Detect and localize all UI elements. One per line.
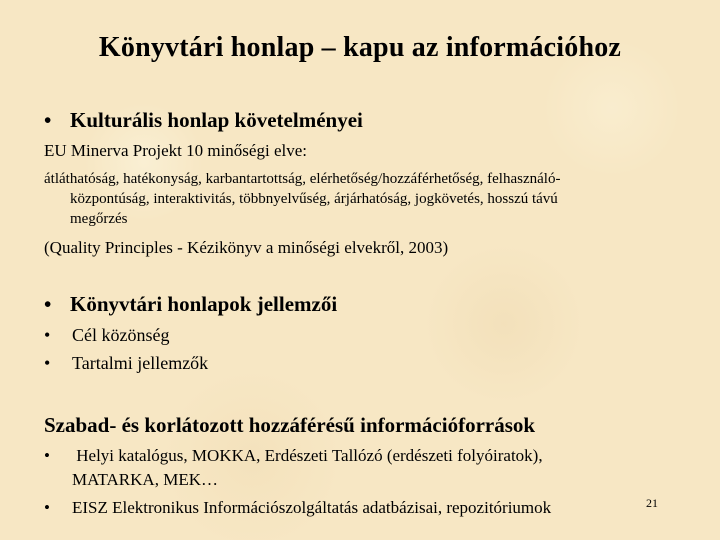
bullet-marker: • [44,446,50,465]
bullet-marker: • [44,292,52,316]
list-item-text: Helyi katalógus, MOKKA, Erdészeti Tallózó (erdészeti folyóiratok), [72,446,543,465]
list-item [44,446,543,466]
list-item-text: EISZ Elektronikus Információszolgáltatás adatbázisai, repozitóriumok [72,498,552,517]
principles-line-3: megőrzés [70,211,128,227]
list-item [44,353,208,374]
bullet-marker: • [44,353,51,373]
principles-line-1: átláthatóság, hatékonyság, karbantartottság, elérhetőség/hozzáférhetőség, felhasználó- [44,171,561,187]
list-item-text: Tartalmi jellemzők [72,353,209,373]
section2-heading-text: Könyvtári honlapok jellemzői [70,292,338,316]
bullet-marker: • [44,325,51,345]
bullet-marker: • [44,498,50,517]
page-number: 21 [646,496,658,510]
minerva-line: EU Minerva Projekt 10 minőségi elve: [44,141,307,160]
section1-heading [44,108,363,133]
reference-line: (Quality Principles - Kézikönyv a minőségi elvekről, 2003) [44,238,449,257]
list-item-text: Cél közönség [72,325,170,345]
bullet-marker: • [44,108,52,132]
section3-heading: Szabad- és korlátozott hozzáférésű információforrások [44,413,536,437]
list-item [44,325,169,346]
principles-line-2: központúság, interaktivitás, többnyelvűség, árjárhatóság, jogkövetés, hosszú távú [70,191,558,207]
list-item-continuation: MATARKA, MEK… [72,470,218,489]
section1-heading-text: Kulturális honlap követelményei [70,108,363,132]
section2-heading [44,292,337,317]
page-title: Könyvtári honlap – kapu az információhoz [98,32,622,63]
list-item [44,498,551,518]
